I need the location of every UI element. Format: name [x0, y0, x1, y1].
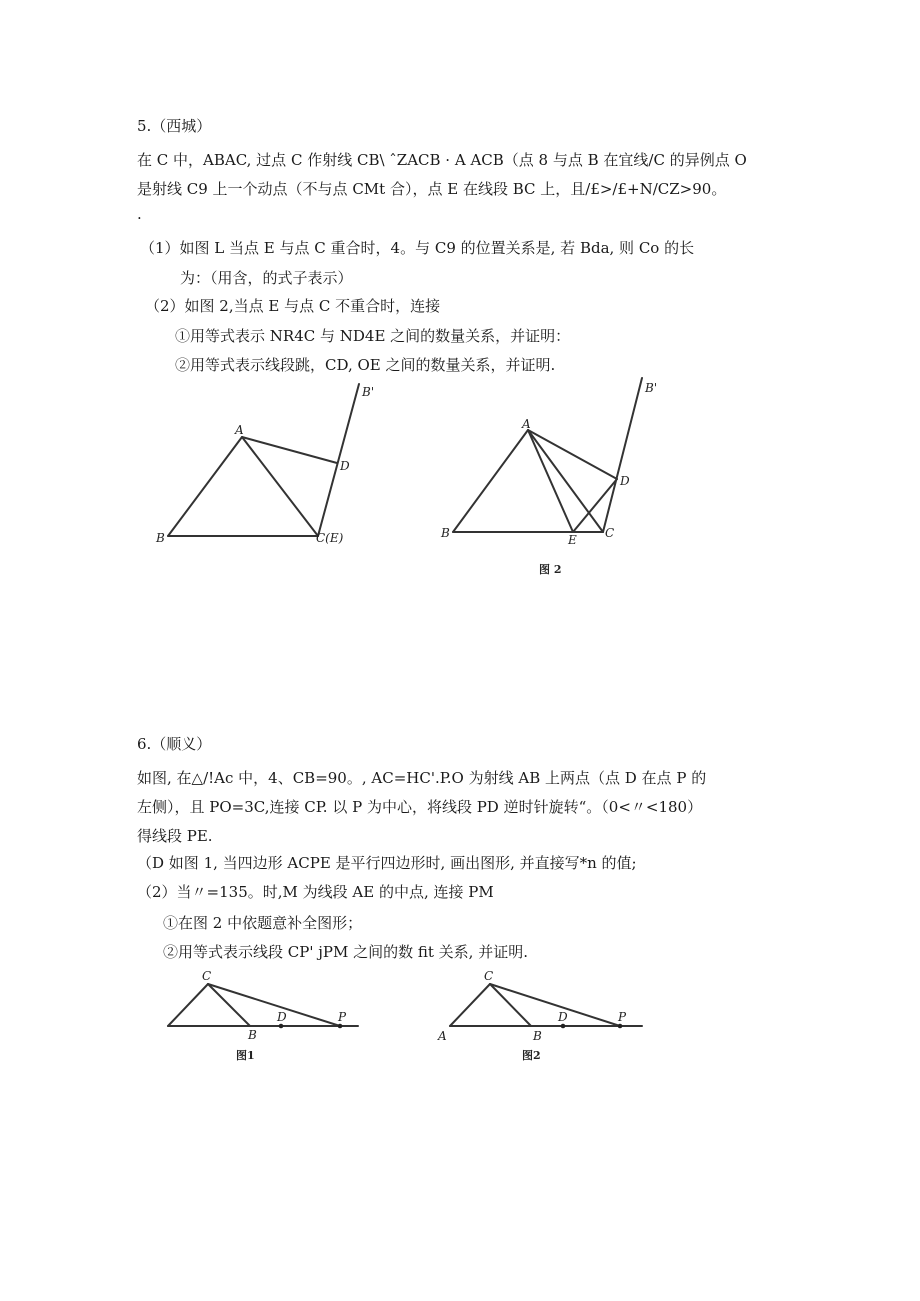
label-A: A — [235, 423, 244, 437]
point-P — [618, 1024, 623, 1029]
q6-figure-1 — [160, 965, 370, 1065]
label-C: C — [605, 526, 615, 540]
label-B-prime: B' — [645, 381, 658, 395]
q6-figure-2 — [432, 965, 647, 1065]
label-A: A — [438, 1029, 447, 1043]
label-D: D — [558, 1010, 568, 1024]
figure-caption: 图2 — [522, 1049, 541, 1062]
q6-part-2-sub-1: ①在图 2 中依题意补全图形； — [163, 914, 363, 932]
segment-AD — [242, 437, 337, 463]
q5-stem-line-2: 是射线 C9 上一个动点（不与点 CMt 合），点 E 在线段 BC 上，且/£>/£+N/CZ>90。 — [137, 180, 727, 198]
segment-AB — [453, 430, 528, 532]
q5-stray-dot: . — [137, 205, 142, 223]
q6-stem-line-1: 如图, 在△/!Ac 中，4、CB=90。, AC=HC'.P.O 为射线 AB 上两点（点 D 在点 P 的 — [137, 769, 707, 787]
label-B: B — [441, 526, 450, 540]
segment-AB — [168, 437, 242, 536]
q6-part-1: （D 如图 1, 当四边形 ACPE 是平行四边形时, 画出图形, 并直接写*n 的值; — [137, 854, 637, 872]
q5-part-1-cont: 为：（用含，的式子表示） — [180, 269, 353, 287]
label-B: B — [156, 531, 165, 545]
point-D — [279, 1024, 284, 1029]
segment-AC — [450, 984, 490, 1026]
label-C-E: C(E) — [316, 531, 344, 545]
label-B: B — [248, 1028, 257, 1042]
q5-figure-2 — [435, 372, 665, 582]
q6-part-2-sub-2: ②用等式表示线段 CP' jPM 之间的数 fit 关系, 并证明. — [163, 943, 528, 961]
q6-part-2: （2）当〃=135。时,M 为线段 AE 的中点, 连接 PM — [137, 883, 494, 901]
segment-AC — [168, 984, 208, 1026]
label-P: P — [618, 1010, 627, 1024]
label-C: C — [202, 969, 212, 983]
segment-AD — [528, 430, 617, 479]
q5-part-2: （2）如图 2,当点 E 与点 C 不重合时，连接 — [145, 297, 441, 315]
q5-part-2-sub-2: ②用等式表示线段跳，CD, OE 之间的数量关系，并证明. — [175, 356, 556, 374]
q6-stem-line-2: 左侧），且 PO=3C,连接 CP. 以 P 为中心，将线段 PD 逆时针旋转“。（0<〃<180） — [137, 798, 703, 816]
q6-stem-line-3: 得线段 PE. — [137, 827, 213, 845]
label-P: P — [338, 1010, 347, 1024]
label-B: B — [533, 1029, 542, 1043]
label-D: D — [277, 1010, 287, 1024]
segment-AC — [242, 437, 318, 536]
point-D — [561, 1024, 566, 1029]
label-C: C — [484, 969, 494, 983]
q5-stem-line-1: 在 C 中，ABAC, 过点 C 作射线 CB\ ˆZACB · A ACB（点 8 与点 B 在宜线/C 的异例点 O — [137, 151, 747, 169]
point-P — [338, 1024, 343, 1029]
label-E: E — [568, 533, 577, 547]
figure-caption: 图1 — [236, 1049, 255, 1062]
q5-figure-1 — [150, 380, 380, 555]
label-A: A — [522, 417, 531, 431]
ray-CB-prime — [603, 378, 642, 532]
label-D: D — [340, 459, 350, 473]
q5-part-1: （1）如图 L 当点 E 与点 C 重合时，4。与 C9 的位置关系是, 若 Bda, 则 Co 的长 — [140, 239, 695, 257]
q6-number: 6.（顺义） — [137, 735, 212, 753]
q5-number: 5.（西城） — [137, 117, 212, 135]
q5-part-2-sub-1: ①用等式表示 NR4C 与 ND4E 之间的数量关系，并证明： — [175, 327, 571, 345]
label-D: D — [620, 474, 630, 488]
label-B-prime: B' — [362, 385, 375, 399]
figure-caption: 图 2 — [539, 563, 562, 576]
